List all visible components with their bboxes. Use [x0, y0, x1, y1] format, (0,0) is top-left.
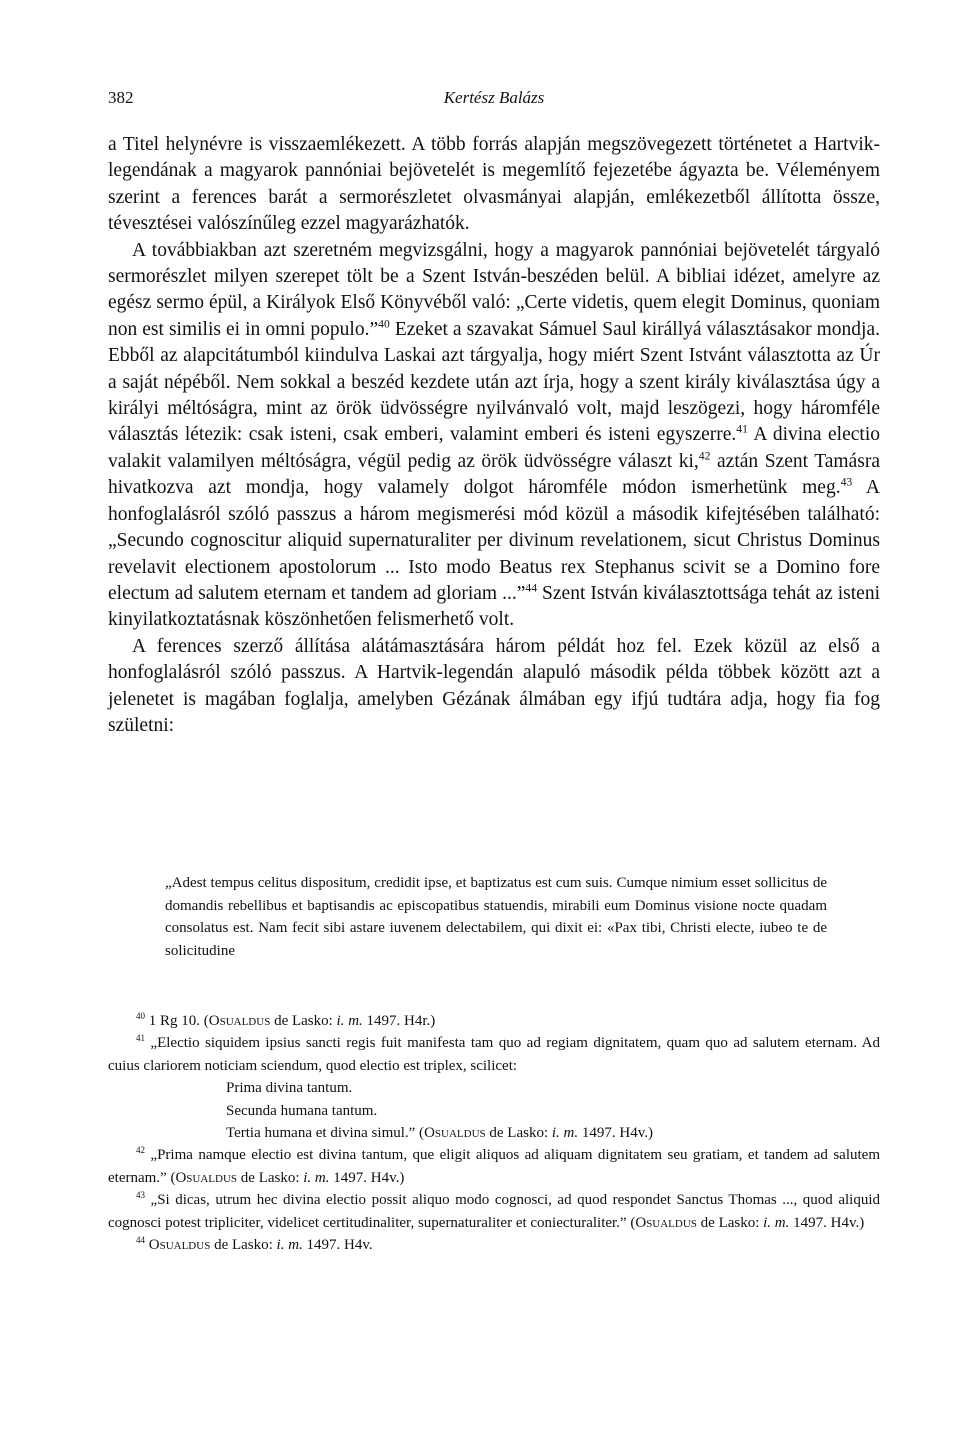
footnote-ref-43[interactable]: 43: [840, 475, 853, 489]
footnote-ref-42[interactable]: 42: [698, 449, 711, 463]
footnote-40-text-b: de Lasko:: [270, 1013, 337, 1029]
page-number: 382: [108, 88, 134, 107]
footnote-41-line-3-text-b: de Lasko:: [485, 1125, 552, 1142]
footnote-41-line-1: Prima divina tantum.: [226, 1080, 353, 1097]
footnote-40-italic: i. m.: [336, 1013, 363, 1029]
running-head: Kertész Balázs: [443, 88, 545, 107]
footnote-41-italic: i. m.: [551, 1125, 579, 1142]
footnote-43-italic: i. m.: [763, 1214, 790, 1231]
footnote-40-author: Osualdus: [208, 1013, 271, 1029]
footnote-ref-40[interactable]: 40: [378, 317, 390, 331]
paragraph-1: [108, 132, 880, 238]
footnote-43-text-b: de Lasko:: [696, 1214, 764, 1231]
paragraph-2-text-b: Ezeket a szavakat Sámuel Saul királlyá választásakor mondja. Ebből az alapcitátumból kiindulva Laskai azt tárgyalja, hogy miért Szent Istvánt választotta az Úr a saját népéből. Nem sokkal a beszéd kezdete után azt írja, hogy a szent király kiválasztása úgy a királyi méltóságra, mint az örök üdvösségre nyilvánvaló volt, majd leszögezi, hogy háromféle választás létezik: csak isteni, csak emberi, valamint emberi és isteni egyszerre.: [108, 318, 880, 446]
footnote-number-40: 40: [136, 1011, 145, 1021]
footnote-40-text-a: 1 Rg 10. (: [145, 1013, 209, 1029]
block-quote: [165, 872, 827, 962]
paragraph-2: [108, 238, 880, 634]
footnote-41-line-3-text-a: Tertia humana et divina simul.” (: [226, 1125, 425, 1142]
footnote-42-text-a: „Prima namque electio est divina tantum, que eligit aliquos ad aliquam dignitatem seu gratiam, et tandem ad salutem eternam.” (: [108, 1147, 880, 1186]
footnote-42-text-b: de Lasko:: [237, 1169, 304, 1186]
footnote-43-author: Osualdus: [635, 1214, 697, 1231]
footnote-41: [108, 1032, 880, 1077]
footnote-number-42: 42: [136, 1145, 145, 1156]
block-quote-text: „Adest tempus celitus dispositum, credidit ipse, et baptizatus est cum suis. Cumque nimium esset sollicitus de domandis rebellibus et baptisandis ac episcopatibus statuendis, mirabili eum Dominus visione nocte quadam consolatus est. Nam fecit sibi astare iuvenem delectabilem, qui dixit ei: «Pax tibi, Christi electe, iubeo te de solicitudine: [165, 875, 827, 959]
footnote-44-author: Osualdus: [148, 1237, 211, 1254]
body-text: [108, 132, 880, 739]
footnote-42-italic: i. m.: [303, 1169, 330, 1186]
footnote-44-italic: i. m.: [276, 1237, 303, 1254]
footnote-43: [108, 1189, 880, 1234]
footnote-44-text-b: de Lasko:: [210, 1237, 277, 1254]
footnote-42-text-c: 1497. H4v.): [329, 1169, 405, 1186]
paragraph-2-text-c: A divina electio valakit valamilyen méltóságra, végül pedig az örök üdvösségre választ ki,: [108, 424, 880, 472]
footnote-41-line-3: [108, 1122, 880, 1144]
footnote-number-43: 43: [136, 1190, 145, 1201]
footnote-41-author: Osualdus: [424, 1125, 486, 1142]
paragraph-2-text-d: aztán Szent Tamásra hivatkozva azt mondja, hogy valamely dolgot háromféle módon ismerhetünk meg.: [108, 450, 880, 499]
paragraph-2-text-a: A továbbiakban azt szeretném megvizsgálni, hogy a magyarok pannóniai bejövetelét tárgyaló sermorészlet milyen szerepet tölt be a Szent István-beszéden belül. A bibliai idézet, amelyre az egész sermo épül, a Királyok Első Könyvéből való: „Certe videtis, quem elegit Dominus, quoniam non est similis ei in omni populo.”: [108, 239, 880, 340]
paragraph-3-text: A ferences szerző állítása alátámasztására három példát hoz fel. Ezek közül az első a honfoglalásról szóló passzus. A Hartvik-legendán alapuló második példa többek között azt a jelenetet is magában foglalja, amelyben Gézának álmában egy ifjú tudtára adja, hogy fia fog születni:: [108, 635, 880, 736]
paragraph-3: [108, 634, 880, 740]
footnote-44: [108, 1234, 880, 1256]
paragraph-1-text: a Titel helynévre is visszaemlékezett. A több forrás alapján megszövegezett történetet a Hartvik-legendának a magyarok pannóniai bejövetelét is megemlítő fejezetébe ágyazta be. Véleményem szerint a ferences barát a sermorészletet olvasmányai alapján, emlékezetből állította össze, tévesztései valószínűleg ezzel magyarázhatók.: [108, 134, 880, 235]
footnote-42: [108, 1144, 880, 1189]
footnote-number-41: 41: [136, 1033, 145, 1044]
footnote-43-text-c: 1497. H4v.): [789, 1214, 865, 1231]
footnote-43-text-a: „Si dicas, utrum hec divina electio possit aliquo modo cognosci, ad quod respondet Sanctus Thomas ..., quod aliquid cognosci potest tripliciter, videlicet certitudinaliter, supernaturaliter et coniecturaliter.” (: [108, 1192, 880, 1231]
page-header: [108, 88, 880, 112]
footnote-number-44: 44: [136, 1235, 145, 1246]
footnote-41-line-3-text-c: 1497. H4v.): [578, 1125, 653, 1142]
footnote-42-author: Osualdus: [175, 1169, 238, 1186]
footnote-40: [108, 1010, 880, 1032]
footnotes: [108, 1010, 880, 1256]
paragraph-2-text-f: Szent István kiválasztottsága tehát az isteni kinyilatkoztatásnak köszönhetően felismerhető volt.: [108, 582, 880, 631]
footnote-40-text-c: 1497. H4r.): [362, 1013, 436, 1029]
footnote-41-line-2: Secunda humana tantum.: [226, 1102, 378, 1119]
footnote-ref-44[interactable]: 44: [525, 581, 538, 595]
paragraph-2-text-e: A honfoglalásról szóló passzus a három megismerési mód közül a második kifejtésében található: „Secundo cognoscitur aliquid supernaturaliter per divinum revelationem, sicut Christus Dominus revelavit electionem apostolorum ... Isto modo Beatus rex Stephanus scivit se a Domino fore electum ad salutem eternam et tandem ad gloriam ...”: [108, 477, 881, 604]
footnote-ref-41[interactable]: 41: [736, 422, 748, 436]
footnote-44-text-c: 1497. H4v.: [302, 1237, 373, 1254]
footnote-41-text-a: „Electio siquidem ipsius sancti regis fuit manifesta tam quo ad regiam dignitatem, quam quo ad salutem eternam. Ad cuius clariorem noticiam sciendum, quod electio est triplex, scilicet:: [108, 1035, 880, 1074]
